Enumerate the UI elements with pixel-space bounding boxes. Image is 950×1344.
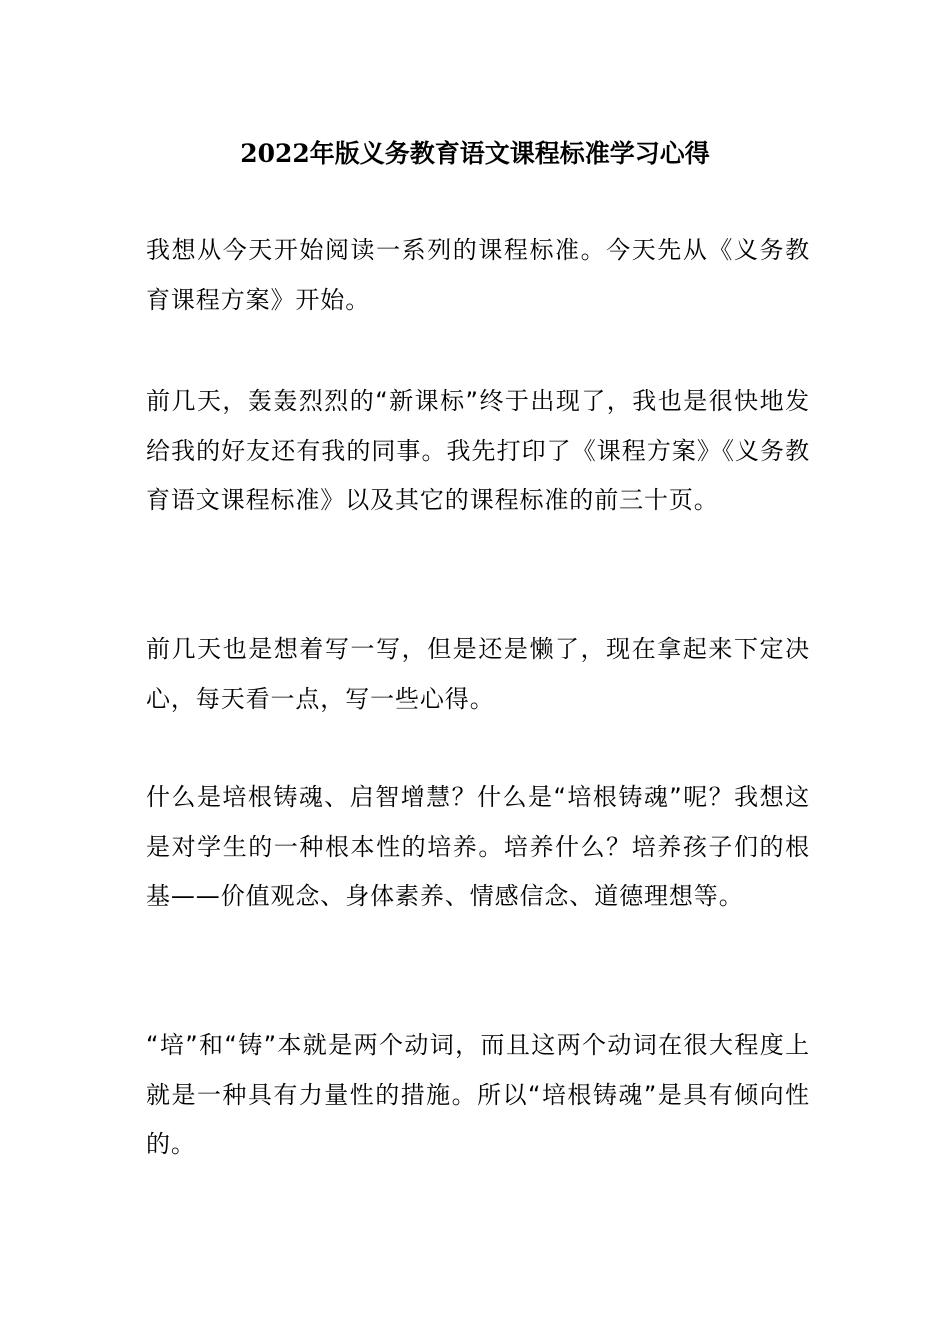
paragraph-2: 前几天，轰轰烈烈的“新课标”终于出现了，我也是很快地发给我的好友还有我的同事。我先打印了《课程方案》《义务教育语文课程标准》以及其它的课程标准的前三十页。 [146, 387, 810, 514]
paragraph-5: “培”和“铸”本就是两个动词，而且这两个动词在很大程度上就是一种具有力量性的措施。所以“培根铸魂”是具有倾向性的。 [146, 1031, 810, 1158]
paragraph-3: 前几天也是想着写一写，但是还是懒了，现在拿起来下定决心，每天看一点，写一些心得。 [146, 635, 810, 713]
paragraph-1: 我想从今天开始阅读一系列的课程标准。今天先从《义务教育课程方案》开始。 [146, 236, 810, 314]
paragraph-4: 什么是培根铸魂、启智增慧？什么是“培根铸魂”呢？我想这是对学生的一种根本性的培养。培养什么？培养孩子们的根基——价值观念、身体素养、情感信念、道德理想等。 [146, 783, 810, 910]
document-title: 2022年版义务教育语文课程标准学习心得 [240, 139, 710, 168]
